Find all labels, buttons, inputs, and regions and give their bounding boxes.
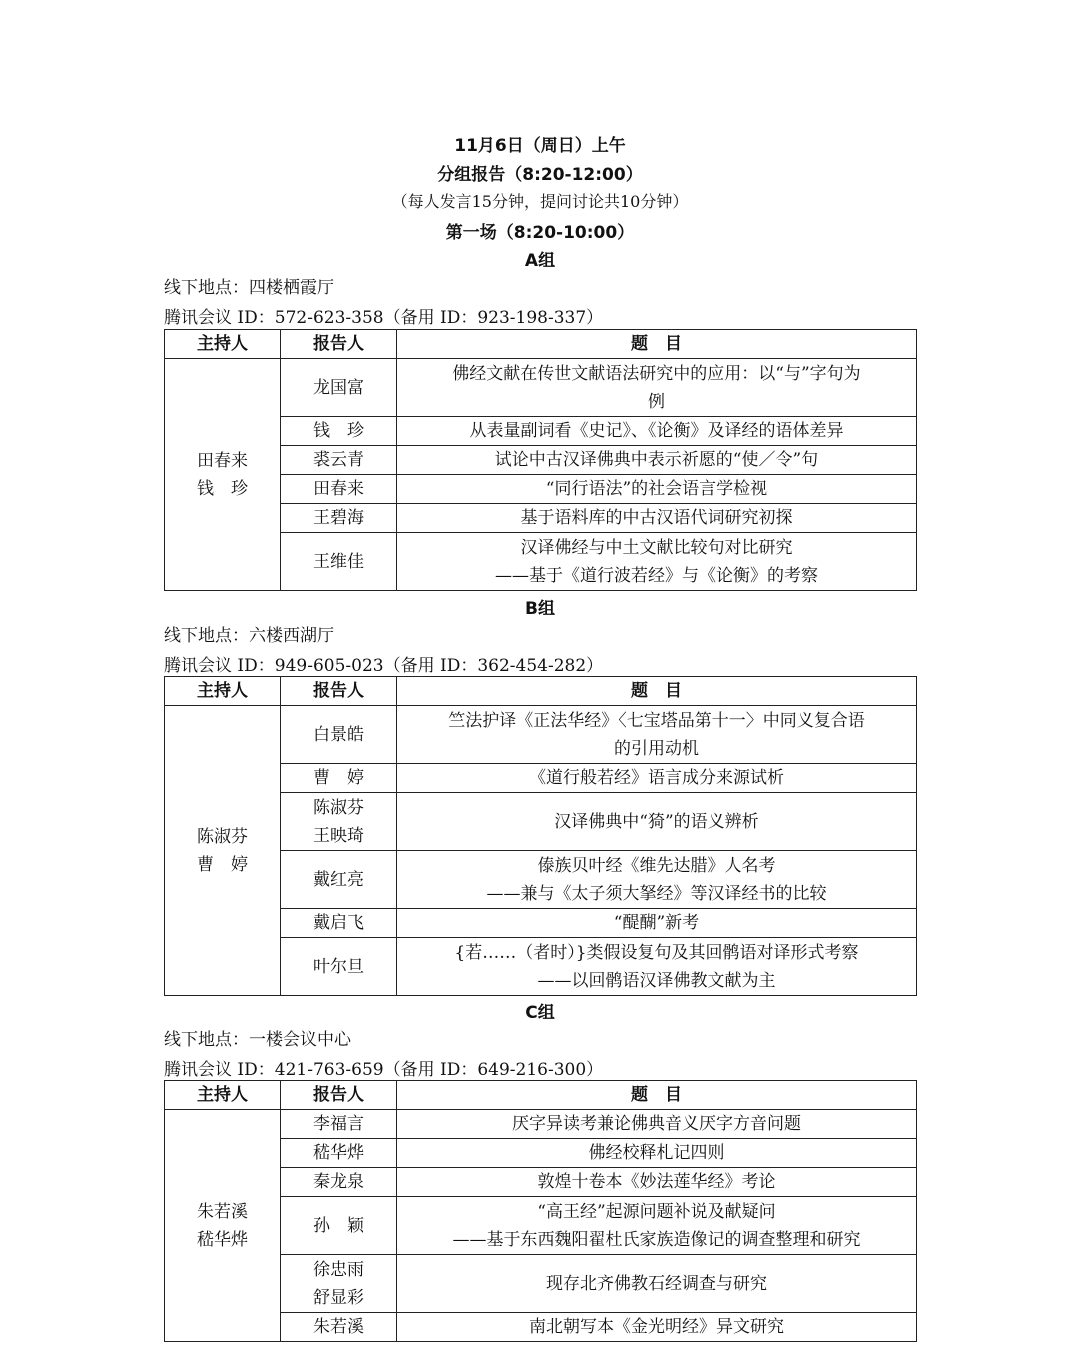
reporter-name: 田春来 [313,479,364,499]
talk-title-line: 的引用动机 [614,738,699,759]
table-header-row [165,1081,917,1110]
reporter-cell [281,533,397,591]
reporter-name: 陈淑芬 [313,797,364,818]
reporter-name: 王维佳 [313,551,364,572]
reporter-name: 孙 颖 [313,1215,364,1236]
reporter-column-header: 报告人 [281,1081,397,1110]
title-column-header: 题 目 [397,330,917,359]
talk-title-cell [397,533,917,591]
host-cell [165,359,281,591]
host-name: 田春来 [197,450,248,471]
host-cell [165,706,281,996]
group-a-title: A组 [524,251,556,271]
reporter-cell [281,417,397,446]
host-name: 曹 婷 [197,854,248,875]
talk-title-line: 南北朝写本《金光明经》异文研究 [529,1317,784,1337]
reporter-column-header: 报告人 [281,677,397,706]
talk-title-cell [397,1139,917,1168]
talk-title-cell [397,417,917,446]
reporter-name: 舒显彩 [313,1287,364,1308]
title-column-header: 题 目 [397,1081,917,1110]
reporter-cell [281,1197,397,1255]
talk-title-line: “同行语法”的社会语言学检视 [545,479,768,499]
group-c-meeting-id: 腾讯会议 ID：421-763-659（备用 ID：649-216-300） [164,1060,604,1080]
talk-title-cell [397,1110,917,1139]
talk-title-line: 试论中古汉译佛典中表示祈愿的“使／令”句 [494,450,819,470]
group-c-table [164,1080,917,1342]
talk-title-cell [397,446,917,475]
group-a-table [164,329,917,591]
round-heading: 第一场（8:20-10:00） [445,223,635,243]
host-cell [165,1110,281,1342]
talk-title-cell [397,909,917,938]
talk-title-cell [397,475,917,504]
table-header-row [165,330,917,359]
talk-title-cell [397,1313,917,1342]
talk-title-cell [397,1168,917,1197]
reporter-cell [281,1255,397,1313]
reporter-cell [281,909,397,938]
reporter-cell [281,446,397,475]
reporter-name: 叶尔旦 [313,956,364,977]
reporter-name: 李福言 [313,1114,364,1134]
talk-title-line: 厌字异读考兼论佛典音义厌字方音问题 [512,1114,801,1134]
reporter-name: 王映琦 [313,825,364,846]
reporter-name: 龙国富 [313,377,364,398]
session-heading: 分组报告（8:20-12:00） [437,165,643,185]
reporter-cell [281,851,397,909]
talk-title-line: 佛经文献在传世文献语法研究中的应用：以“与”字句为 [452,363,861,384]
talk-title-cell [397,706,917,764]
talk-title-line: 佛经校释札记四则 [588,1143,725,1163]
reporter-name: 徐忠雨 [313,1259,364,1280]
reporter-name: 钱 珍 [313,421,364,441]
talk-title-line: 傣族贝叶经《维先达腊》人名考 [537,855,776,876]
talk-title-line: “高王经”起源问题补说及献疑问 [537,1201,776,1222]
reporter-cell [281,938,397,996]
reporter-cell [281,764,397,793]
talk-title-line: 汉译佛典中“猗”的语义辨析 [554,811,759,832]
reporter-name: 秦龙泉 [313,1172,364,1192]
reporter-name: 戴红亮 [313,869,364,890]
host-column-header: 主持人 [165,330,281,359]
reporter-name: 嵇华烨 [313,1143,364,1163]
talk-title-line: 例 [648,391,665,412]
reporter-cell [281,1110,397,1139]
group-b-title: B组 [525,599,555,619]
talk-title-cell [397,793,917,851]
reporter-cell [281,706,397,764]
reporter-cell [281,359,397,417]
reporter-name: 王碧海 [313,508,364,528]
talk-title-line: ——基于东西魏阳翟杜氏家族造像记的调查整理和研究 [452,1229,861,1250]
timing-note: （每人发言15分钟，提问讨论共10分钟） [391,192,689,211]
talk-title-line: 敦煌十卷本《妙法莲华经》考论 [537,1172,776,1192]
talk-title-line: ——基于《道行波若经》与《论衡》的考察 [495,565,818,586]
table-row [165,359,917,417]
group-a-venue: 线下地点：四楼栖霞厅 [164,278,334,298]
talk-title-cell [397,1255,917,1313]
group-a-meeting-id: 腾讯会议 ID：572-623-358（备用 ID：923-198-337） [164,308,604,328]
title-column-header: 题 目 [397,677,917,706]
talk-title-line: {若……（者时）}类假设复句及其回鹘语对译形式考察 [454,942,859,963]
group-b-meeting-id: 腾讯会议 ID：949-605-023（备用 ID：362-454-282） [164,656,604,676]
talk-title-cell [397,851,917,909]
talk-title-line: ——兼与《太子须大拏经》等汉译经书的比较 [486,883,827,904]
group-b-venue: 线下地点：六楼西湖厅 [164,626,334,646]
date-heading: 11月6日（周日）上午 [454,136,626,156]
host-name: 嵇华烨 [197,1229,248,1250]
talk-title-line: 竺法护译《正法华经》〈七宝塔品第十一〉中同义复合语 [448,710,865,731]
talk-title-line: 《道行般若经》语言成分来源试析 [529,768,784,788]
group-b-table [164,676,917,996]
reporter-column-header: 报告人 [281,330,397,359]
reporter-name: 白景皓 [313,724,364,745]
table-header-row [165,677,917,706]
host-name: 朱若溪 [197,1201,248,1222]
reporter-cell [281,475,397,504]
talk-title-line: ——以回鹘语汉译佛教文献为主 [537,970,776,991]
host-name: 陈淑芬 [197,826,248,847]
group-c-title: C组 [525,1003,555,1023]
talk-title-cell [397,764,917,793]
host-name: 钱 珍 [197,478,248,499]
talk-title-cell [397,938,917,996]
reporter-name: 裘云青 [313,450,364,470]
reporter-cell [281,1139,397,1168]
reporter-cell [281,1168,397,1197]
host-column-header: 主持人 [165,1081,281,1110]
group-c-venue: 线下地点：一楼会议中心 [164,1030,351,1050]
table-row [165,706,917,764]
reporter-cell [281,1313,397,1342]
table-row [165,1110,917,1139]
talk-title-line: 从表量副词看《史记》、《论衡》及译经的语体差异 [469,421,844,441]
host-column-header: 主持人 [165,677,281,706]
reporter-name: 戴启飞 [313,913,364,933]
talk-title-line: 基于语料库的中古汉语代词研究初探 [520,508,793,528]
talk-title-line: “醍醐”新考 [613,913,700,933]
reporter-cell [281,793,397,851]
reporter-cell [281,504,397,533]
talk-title-line: 现存北齐佛教石经调查与研究 [546,1273,767,1294]
reporter-name: 曹 婷 [313,768,364,788]
talk-title-cell [397,504,917,533]
reporter-name: 朱若溪 [313,1317,364,1337]
talk-title-line: 汉译佛经与中土文献比较句对比研究 [520,537,793,558]
talk-title-cell [397,1197,917,1255]
talk-title-cell [397,359,917,417]
